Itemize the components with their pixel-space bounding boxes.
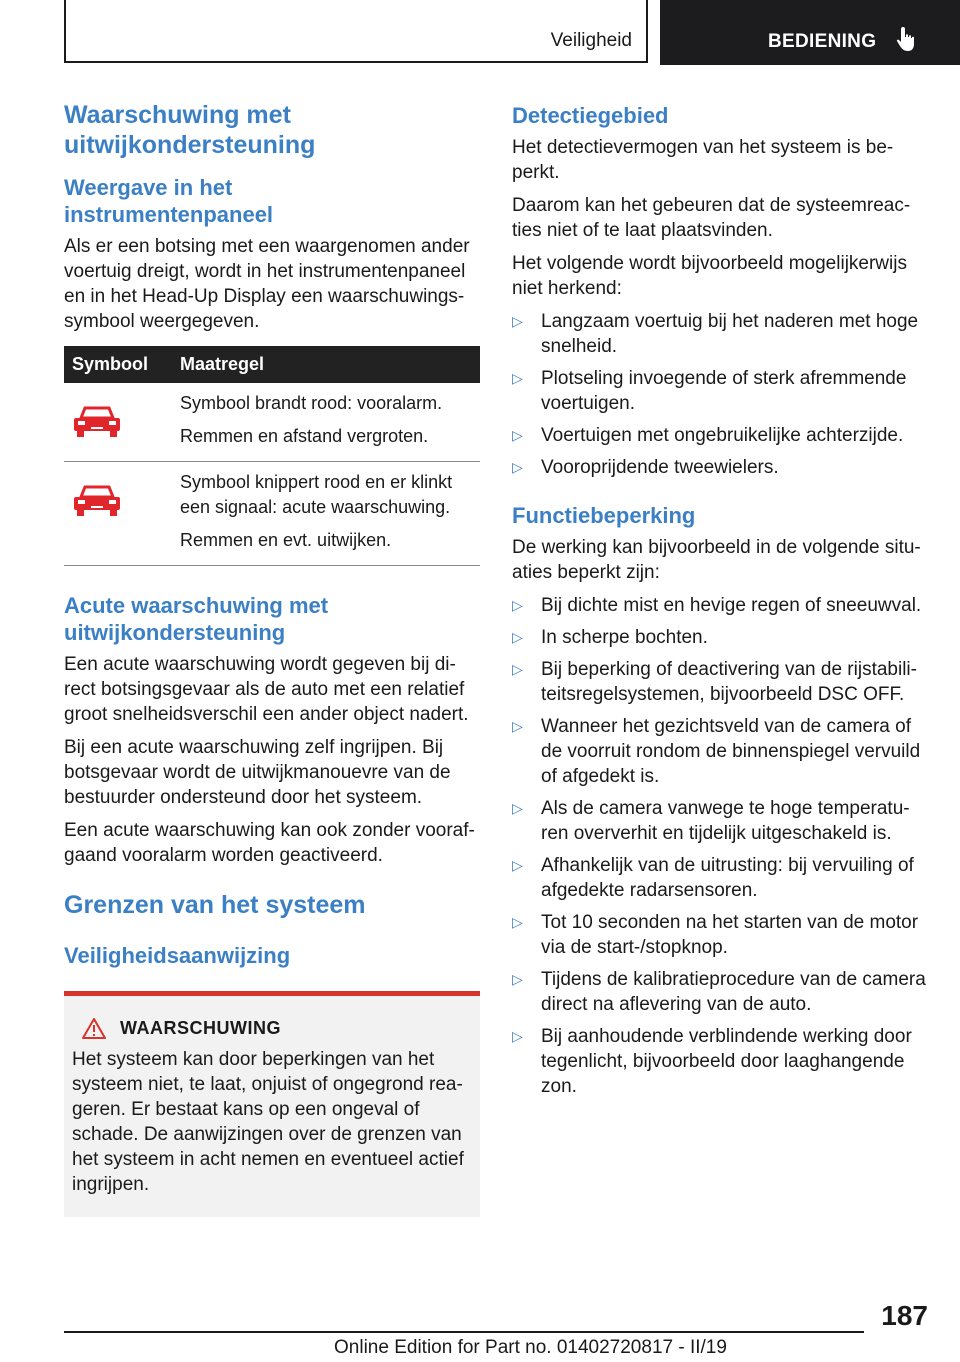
paragraph-detect-1: Het detectievermogen van het systeem is be-perkt.: [512, 137, 894, 183]
list-item: [512, 714, 928, 789]
warning-text: Het systeem kan door beperkingen van het systeem niet, te laat, onjuist of ongegrond rea-geren. Er bestaat kans op een ongeval of schade. De aanwijzingen over de grenzen van het systeem in acht nemen en eventueel actief ingrijpen.: [72, 1049, 464, 1195]
measure-cell: [172, 462, 480, 566]
list-item-text: Langzaam voertuig bij het naderen met hoge snelheid.: [541, 311, 919, 357]
measure-line: Remmen en evt. uitwijken.: [180, 530, 392, 550]
list-item-text: Als de camera vanwege te hoge temperatu-ren oververhit en tijdelijk uitgeschakeld is.: [541, 798, 910, 844]
triangle-bullet-icon: ▷: [512, 370, 523, 386]
list-item-text: Bij beperking of deactivering van de rijstabili-teitsregelsystemen, bijvoorbeeld DSC OFF.: [541, 659, 917, 705]
triangle-bullet-icon: ▷: [512, 313, 523, 329]
triangle-bullet-icon: ▷: [512, 629, 523, 645]
list-item: [512, 967, 928, 1017]
paragraph-func: De werking kan bijvoorbeeld in de volgende situ-aties beperkt zijn:: [512, 537, 921, 583]
table-header-measure: Maatregel: [172, 346, 480, 383]
list-item: [512, 423, 928, 448]
warning-triangle-icon: [82, 1018, 106, 1039]
paragraph-display: Als er een botsing met een waargenomen ander voertuig dreigt, wordt in het instrumentenpaneel en in het Head-Up Display een waarschuwings-symbool weergegeven.: [64, 236, 470, 332]
page-number: 187: [881, 1300, 928, 1331]
list-item-text: Vooroprijdende tweewielers.: [541, 457, 779, 478]
measure-line: Symbool knippert rood en er klinkt een signaal: acute waarschuwing.: [180, 472, 453, 517]
heading-warning-evasion: Waarschuwing met uitwijkondersteuning: [64, 101, 316, 159]
list-item-text: Plotseling invoegende of sterk afremmende voertuigen.: [541, 368, 907, 414]
paragraph-acute-3: Een acute waarschuwing kan ook zonder vooraf-gaand vooralarm worden geactiveerd.: [64, 820, 475, 866]
symbol-cell: [64, 462, 172, 566]
triangle-bullet-icon: ▷: [512, 971, 523, 987]
list-item: [512, 796, 928, 846]
measure-line: Remmen en afstand vergroten.: [180, 426, 429, 446]
paragraph-detect-2: Daarom kan het gebeuren dat de systeemreac-ties niet of te laat plaatsvinden.: [512, 195, 911, 241]
section-title: Veiligheid: [550, 30, 632, 51]
car-warning-icon: [72, 484, 122, 518]
edition-footer: Online Edition for Part no. 01402720817 - II/19: [334, 1337, 727, 1358]
heading-detection-area: Detectiegebied: [512, 103, 669, 128]
triangle-bullet-icon: ▷: [512, 1028, 523, 1044]
list-item: [512, 1024, 928, 1099]
list-item: [512, 309, 928, 359]
table-header-symbol: Symbool: [64, 346, 172, 383]
measure-line: Symbool brandt rood: vooralarm.: [180, 393, 443, 413]
triangle-bullet-icon: ▷: [512, 597, 523, 613]
list-item: [512, 910, 928, 960]
triangle-bullet-icon: ▷: [512, 914, 523, 930]
symbol-cell: [64, 383, 172, 462]
detection-list: [512, 309, 928, 480]
list-item: [512, 366, 928, 416]
warning-title: WAARSCHUWING: [120, 1018, 281, 1038]
footer-divider: [64, 1331, 864, 1333]
right-column: [512, 100, 928, 1099]
list-item-text: Bij dichte mist en hevige regen of sneeuwval.: [541, 595, 922, 616]
warning-box: [64, 991, 480, 1217]
heading-safety-note: Veiligheidsaanwijzing: [64, 943, 291, 968]
heading-acute-warning: Acute waarschuwing met uitwijkondersteuning: [64, 593, 329, 645]
triangle-bullet-icon: ▷: [512, 718, 523, 734]
triangle-bullet-icon: ▷: [512, 661, 523, 677]
list-item-text: Tot 10 seconden na het starten van de motor via de start-/stopknop.: [541, 912, 919, 958]
list-item: [512, 593, 928, 618]
list-item-text: Wanneer het gezichtsveld van de camera of de voorruit rondom de binnenspiegel vervuild of afgedekt is.: [541, 716, 921, 787]
left-column: [64, 100, 480, 1217]
measure-cell: [172, 383, 480, 462]
list-item-text: Bij aanhoudende verblindende werking door tegenlicht, bijvoorbeeld door laaghangende zon.: [541, 1026, 912, 1097]
list-item: [512, 625, 928, 650]
header-section-tab: [64, 0, 648, 63]
triangle-bullet-icon: ▷: [512, 459, 523, 475]
list-item-text: Tijdens de kalibratieprocedure van de camera direct na aflevering van de auto.: [541, 969, 926, 1015]
table-row: [64, 383, 480, 462]
symbol-table: [64, 346, 480, 566]
heading-display: Weergave in het instrumentenpaneel: [64, 175, 274, 227]
paragraph-acute-1: Een acute waarschuwing wordt gegeven bij di-rect botsingsgevaar als de auto met een relatief groot snelheidsverschil een ander object nadert.: [64, 654, 469, 725]
list-item: [512, 455, 928, 480]
table-row: [64, 462, 480, 566]
triangle-bullet-icon: ▷: [512, 427, 523, 443]
warning-title-row: [72, 1018, 472, 1039]
header-chapter-tab: [660, 0, 960, 65]
paragraph-detect-3: Het volgende wordt bijvoorbeeld mogelijkerwijs niet herkend:: [512, 253, 907, 299]
list-item-text: Voertuigen met ongebruikelijke achterzijde.: [541, 425, 904, 446]
paragraph-acute-2: Bij een acute waarschuwing zelf ingrijpen. Bij botsgevaar wordt de uitwijkmanouevre van de bestuurder ondersteund door het systeem.: [64, 737, 451, 808]
function-limits-list: [512, 593, 928, 1099]
triangle-bullet-icon: ▷: [512, 800, 523, 816]
heading-function-limits: Functiebeperking: [512, 503, 696, 528]
pointing-hand-icon: [896, 25, 920, 53]
list-item-text: Afhankelijk van de uitrusting: bij vervuiling of afgedekte radarsensoren.: [541, 855, 914, 901]
list-item: [512, 853, 928, 903]
list-item-text: In scherpe bochten.: [541, 627, 708, 648]
car-warning-icon: [72, 405, 122, 439]
triangle-bullet-icon: ▷: [512, 857, 523, 873]
chapter-title: BEDIENING: [768, 31, 877, 52]
list-item: [512, 657, 928, 707]
heading-system-limits: Grenzen van het systeem: [64, 891, 366, 919]
